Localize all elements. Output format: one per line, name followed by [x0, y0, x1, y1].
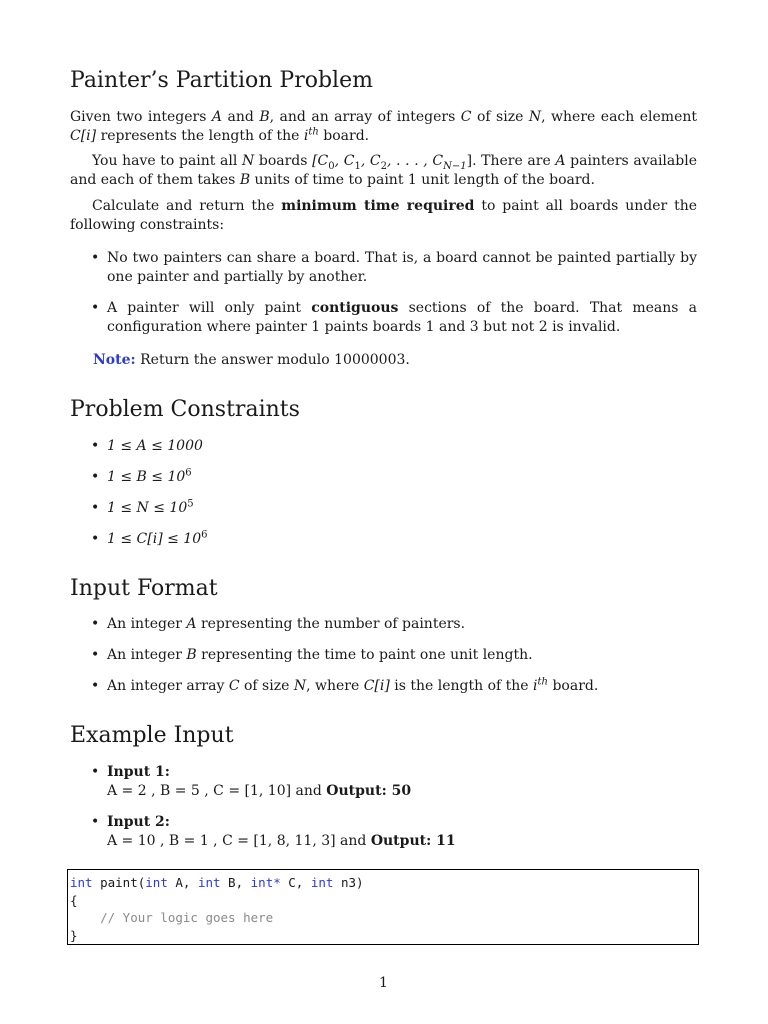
- example-list: [70, 763, 697, 851]
- list-item: • $1 \le B \le 10^6$: [91, 467, 192, 485]
- list-item: • 1 ≤ A ≤ 1000: [91, 438, 203, 454]
- bullet-icon: •: [91, 678, 100, 694]
- example-input-title: Example Input: [70, 723, 234, 748]
- code-comment: // Your logic goes here: [70, 910, 274, 925]
- bullet-icon: •: [91, 764, 100, 780]
- constraints-title: Problem Constraints: [70, 397, 300, 422]
- note-label: Note:: [93, 352, 136, 368]
- list-item: • Input 2: A = 10 , B = 1 , C = [1, 8, 11, 3] and Output: 11: [91, 814, 456, 849]
- intro-paragraph-1: Given two integers A and B, and an array of integers C of size N, where each element C[i] represents the length of the $i^{th}$ board.: [70, 109, 698, 144]
- input-format-list: [70, 615, 697, 696]
- list-item: • An integer A representing the number of painters.: [91, 616, 466, 632]
- problem-title: Painter’s Partition Problem: [70, 68, 373, 93]
- intro-paragraph-3: Calculate and return the minimum time required to paint all boards under the following constraints:: [70, 198, 698, 233]
- list-item: • $1 \le N \le 10^5$: [91, 498, 194, 516]
- bullet-icon: •: [91, 300, 100, 316]
- intro-paragraph-2: You have to paint all N boards [$C_0$, $C_1$, $C_2$, . . . , $C_{N-1}$]. There are A painters available and each of them takes B units of time to paint 1 unit length of the board.: [70, 153, 697, 188]
- list-item: • $1 \le C[i] \le 10^6$: [91, 529, 208, 547]
- bullet-icon: •: [91, 250, 100, 266]
- list-item: • Input 1: A = 2 , B = 5 , C = [1, 10] and Output: 50: [91, 764, 412, 799]
- list-item: • A painter will only paint contiguous sections of the board. That means a configuration where painter 1 paints boards 1 and 3 but not 2 is invalid.: [91, 300, 698, 335]
- code-block: int paint(int A, int B, int* C, int n3) { // Your logic goes here }: [67, 869, 699, 945]
- bullet-icon: •: [91, 647, 100, 663]
- list-item: • No two painters can share a board. That is, a board cannot be painted partially by one painter and partially by another.: [91, 250, 697, 285]
- bullet-icon: •: [91, 438, 100, 454]
- list-item: • An integer array C of size N, where C[i] is the length of the $i^{th}$ board.: [91, 676, 599, 694]
- constraint-rules-list: [70, 249, 697, 337]
- bullet-icon: •: [91, 814, 100, 830]
- page-number: 1: [379, 975, 388, 991]
- bullet-icon: •: [91, 500, 100, 516]
- bullet-icon: •: [91, 469, 100, 485]
- bullet-icon: •: [91, 616, 100, 632]
- input-format-title: Input Format: [70, 576, 218, 601]
- list-item: • An integer B representing the time to paint one unit length.: [91, 647, 533, 663]
- bullet-icon: •: [91, 531, 100, 547]
- constraints-list: [70, 437, 697, 549]
- document-page: [70, 0, 697, 1024]
- note-paragraph: Note: Return the answer modulo 10000003.: [93, 352, 410, 368]
